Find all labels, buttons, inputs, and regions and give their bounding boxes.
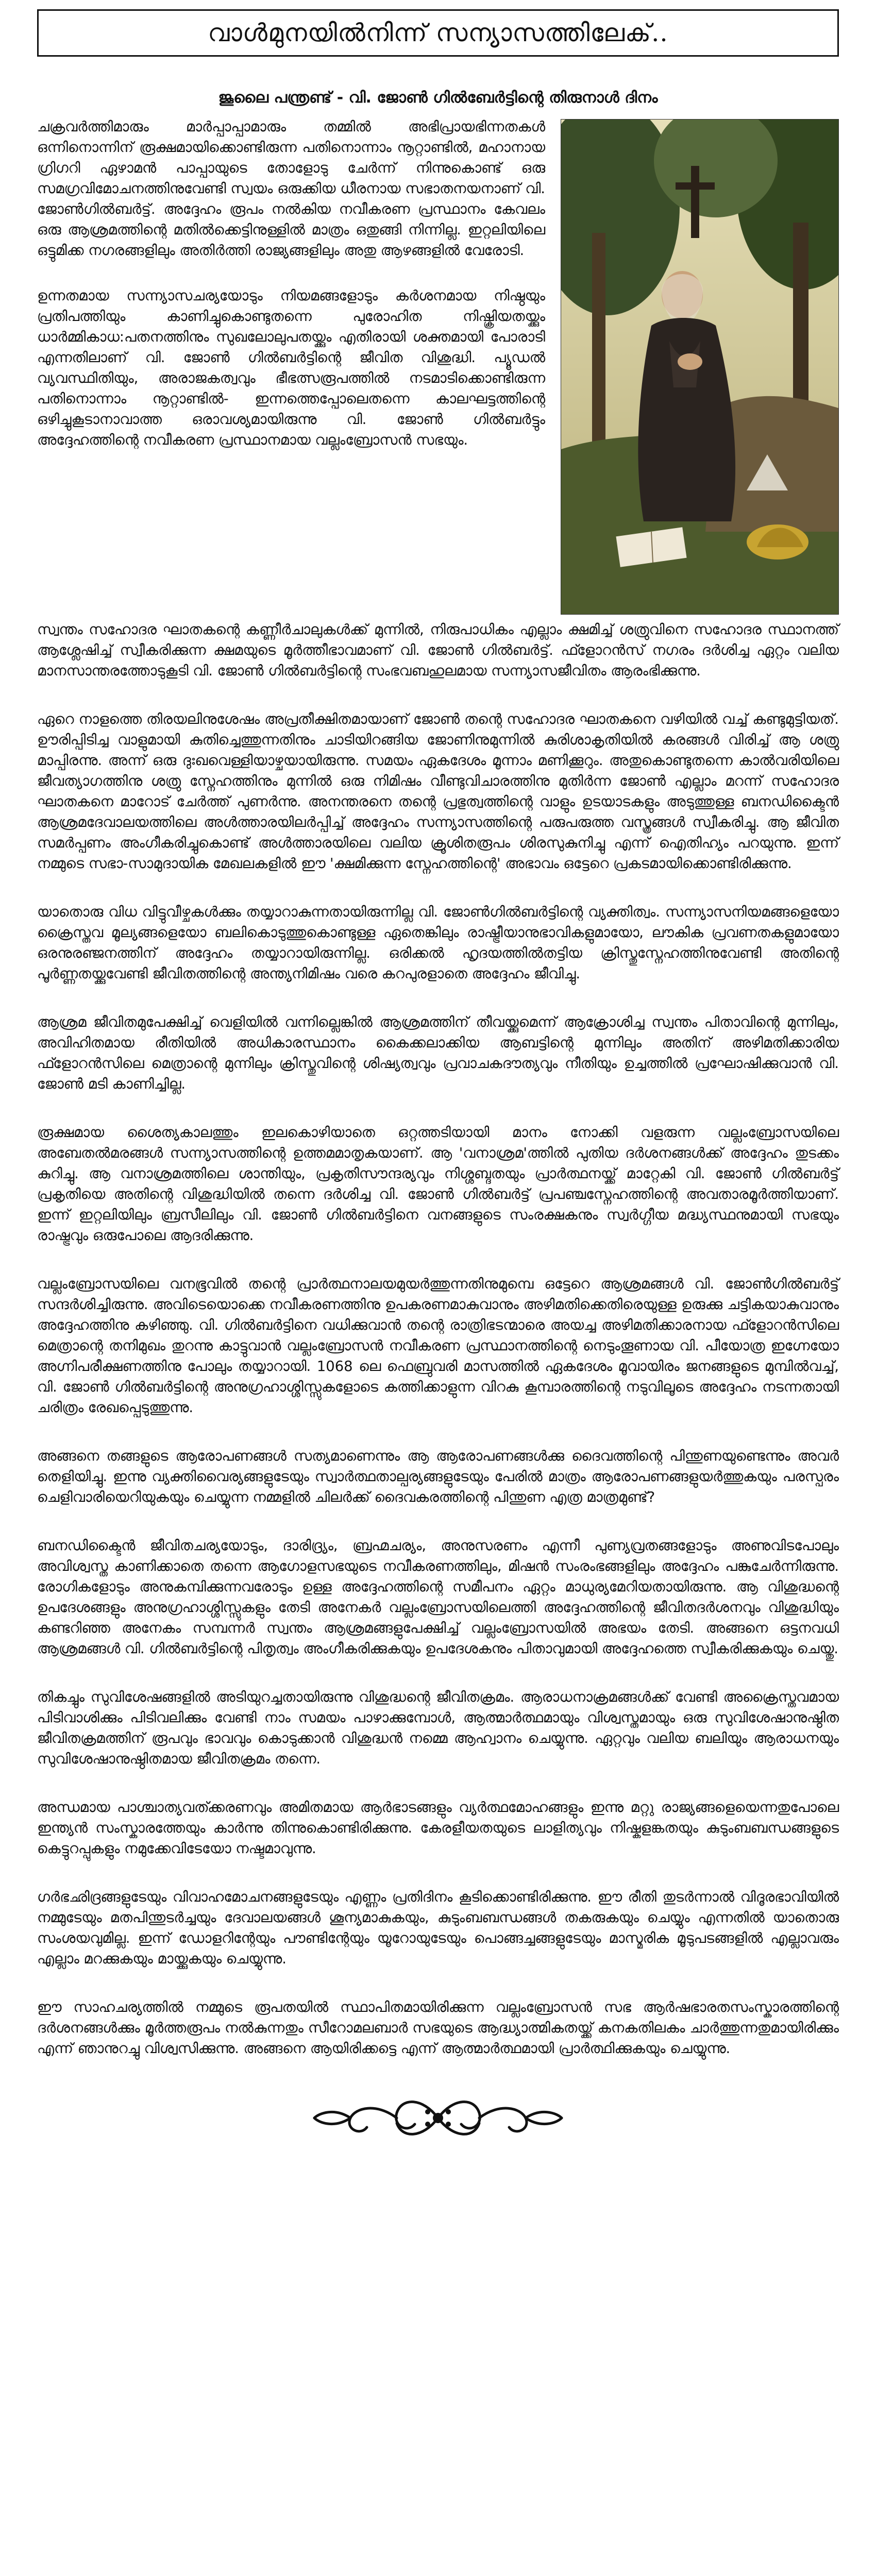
paragraph: അന്ധമായ പാശ്ചാത്യവത്ക്കരണവും അമിതമായ ആർഭാടങ്ങളും വ്യർത്ഥമോഹങ്ങളും ഇന്നു മറ്റു രാജ്യങ്ങളെയെന്നതുപോലെ ഇന്ത്യൻ സംസ്കാരത്തേയും കാർന്നു തിന്നുകൊണ്ടിരിക്കുന്നു. കേരളീയതയുടെ ലാളിത്യവും നിഷ്കളങ്കതയും കുടുംബബന്ധങ്ങളുടെ കെട്ടുറപ്പുകളും നമുക്കേവിടേയോ നഷ്ടമാവുന്നു. [37, 1800, 839, 1857]
paragraph: ബനഡിക്ടൈൻ ജീവിതചര്യയോടും, ദാരിദ്ര്യം, ബ്രഹ്മചര്യം, അനുസരണം എന്നീ പുണ്യവ്രതങ്ങളോടും അണുവിടപോലും അവിശ്വസ്ത കാണിക്കാതെ തന്നെ ആഗോളസഭയുടെ നവീകരണത്തിലും, മിഷൻ സംരംഭങ്ങളിലും അദ്ദേഹം പങ്കുചേർന്നിരുന്നു. രോഗികളോടും അനുകമ്പിക്കുന്നവരോടും ഉള്ള അദ്ദേഹത്തിന്റെ സമീപനം ഏറ്റം മാധുര്യമേറിയതായിരുന്നു. ആ വിശുദ്ധന്റെ ഉപദേശങ്ങളും അനുഗ്രഹാശ്ശിസ്സുകളും തേടി അനേകർ വല്ലംബ്രോസയിലെത്തി അദ്ദേഹത്തിന്റെ ജീവിതദർശനവും വിശുദ്ധിയും കണ്ടറിഞ്ഞ അനേകം സമ്പന്നർ സ്വന്തം ആശ്രമങ്ങളുപേക്ഷിച്ച് വല്ലംബ്രോസയിൽ അഭയം തേടി. അങ്ങനെ ഒട്ടനവധി ആശ്രമങ്ങൾ വി. ഗിൽബർട്ടിന്റെ പിതൃത്വം അംഗീകരിക്കുകയും ഉപദേശകനും പിതാവുമായി അദ്ദേഹത്തെ സ്വീകരിക്കുകയും ചെയ്തു. [37, 1538, 839, 1657]
article-subtitle: ജൂലൈ പന്ത്രണ്ട് - വി. ജോൺ ഗിൽബേർട്ടിന്റെ തിരുനാൾ ദിനം [218, 89, 658, 107]
portrait-illustration [561, 120, 838, 614]
paragraph: വല്ലംബ്രോസയിലെ വനഭൂവിൽ തന്റെ പ്രാർത്ഥനാലയമുയർത്തുന്നതിനുമുമ്പെ ഒട്ടേറെ ആശ്രമങ്ങൾ വി. ജോൺഗിൽബർട്ട് സന്ദർശിച്ചിരുന്നു. അവിടെയൊക്കെ നവീകരണത്തിനു ഉപകരണമാകുവാനും അഴിമതിക്കെതിരെയുള്ള ഉരുക്കു ചട്ടികയാകുവാനും അദ്ദേഹത്തിനു കഴിഞ്ഞു. വി. ഗിൽബർട്ടിനെ വധിക്കുവാൻ തന്റെ രാത്രിഭടന്മാരെ അയച്ച അഴിമതിക്കാരനായ ഫ്ളോറൻസിലെ മെത്രാന്റെ തനിമുഖം തുറന്നു കാട്ടുവാൻ വല്ലംബ്രോസൻ നവീകരണ പ്രസ്ഥാനത്തിന്റെ നെടുംതൂണായ വി. പീയോത്ര ഇഗ്നേയോ അഗ്നിപരീക്ഷണത്തിനു പോലും തയ്യാറായി. 1068 ലെ ഫെബ്രുവരി മാസത്തിൽ ഏകദേശം മൂവായിരം ജനങ്ങളുടെ മുമ്പിൽവച്ച്, വി. ജോൺ ഗിൽബർട്ടിന്റെ അനുഗ്രഹാശ്ശിസ്സുകളോടെ കത്തിക്കാളുന്ന വിറകു കൂമ്പാരത്തിന്റെ നടുവിലൂടെ അദ്ദേഹം നടന്നതായി ചരിത്രം രേഖപ്പെടുത്തുന്നു. [37, 1276, 839, 1416]
paragraph: സ്വന്തം സഹോദര ഘാതകന്റെ കണ്ണീർചാലുകൾക്ക് മുന്നിൽ, നിരുപാധികം എല്ലാം ക്ഷമിച്ച് ശത്രുവിനെ സഹോദര സ്ഥാനത്ത് ആശ്ലേഷിച്ച് സ്വീകരിക്കുന്ന ക്ഷമയുടെ മൂർത്തീഭാവമാണ് വി. ജോൺ ഗിൽബർട്ട്. ഫ്ളോറൻസ് നഗരം ദർശിച്ച ഏറ്റം വലിയ മാനസാന്തരത്തോടുകൂടി വി. ജോൺ ഗിൽബർട്ടിന്റെ സംഭവബഹുലമായ സന്ന്യാസജീവിതം ആരംഭിക്കുന്നു. [37, 622, 839, 679]
paragraph: ഏറെ നാളത്തെ തിരയലിനുശേഷം അപ്രതീക്ഷിതമായാണ് ജോൺ തന്റെ സഹോദര ഘാതകനെ വഴിയിൽ വച്ച് കണ്ടുമുട്ടിയത്. ഊരിപ്പിടിച്ച വാളുമായി കുതിച്ചെത്തുന്നതിനും ചാടിയിറങ്ങിയ ജോണിനുമുന്നിൽ കുരിശാകൃതിയിൽ കരങ്ങൾ വിരിച്ച് ആ ശത്രു മാപ്പിരന്നു. അന്ന് ഒരു ദുഃഖവെള്ളിയാഴ്ചയായിരുന്നു. സമയം ഏകദേശം മൂന്നാം മണിക്കൂറും. അതുകൊണ്ടുതന്നെ കാൽവരിയിലെ ജീവത്യാഗത്തിനു ശത്രു സ്നേഹത്തിനും മുന്നിൽ ഒരു നിമിഷം വീണ്ടുവിചാരത്തിനു മുതിർന്ന ജോൺ എല്ലാം മറന്ന് സഹോദര ഘാതകനെ മാറോട് ചേർത്ത് പുണർന്നു. അനന്തരനെ തന്റെ പ്രഭുത്വത്തിന്റെ വാളും ഉടയാടകളും അടുത്തുള്ള ബനഡിക്ടൈൻ ആശ്രമദേവാലയത്തിലെ അൾത്താരയിലർപ്പിച്ച് അദ്ദേഹം സന്ന്യാസത്തിന്റെ പരുപരുത്ത വസ്ത്രങ്ങൾ സ്വീകരിച്ചു. ആ ജീവിത സമർപ്പണം അംഗീകരിച്ചുകൊണ്ട് അൾത്താരയിലെ വലിയ ക്രൂശിതരൂപം ശിരസുകുനിച്ചു എന്ന് ഐതിഹ്യം പറയുന്നു. ഇന്ന് നമ്മുടെ സഭാ-സാമുദായിക മേഖലകളിൽ ഈ 'ക്ഷമിക്കുന്ന സ്നേഹത്തിന്റെ' അഭാവം ഒട്ടേറെ പ്രകടമായിക്കൊണ്ടിരിക്കുന്നു. [37, 711, 839, 872]
flourish-ornament-icon [304, 2087, 572, 2149]
paragraph: ചക്രവർത്തിമാരും മാർപ്പാപ്പാമാരും തമ്മിൽ അഭിപ്രായഭിന്നതകൾ ഒന്നിനൊന്നിന് രൂക്ഷമായിക്കൊണ്ടിരുന്ന പതിനൊന്നാം നൂറ്റാണ്ടിൽ, മഹാനായ ഗ്രിഗറി ഏഴാമൻ പാപ്പായുടെ തോളോടു ചേർന്ന് നിന്നുകൊണ്ട് ഒരു സമഗ്രവിമോചനത്തിനുവേണ്ടി സ്വയം ഒരുക്കിയ ധീരനായ സഭാതനയനാണ് വി. ജോൺഗിൽബർട്ട്. അദ്ദേഹം രൂപം നൽകിയ നവീകരണ പ്രസ്ഥാനം കേവലം ഒരു ആശ്രമത്തിന്റെ മതിൽക്കെട്ടിനുള്ളിൽ മാത്രം ഒതുങ്ങി നിന്നില്ല. ഇറ്റലിയിലെ ഒട്ടുമിക്ക നഗരങ്ങളിലും അതിർത്തി രാജ്യങ്ങളിലും അതു ആഴങ്ങളിൽ വേരോടി. [37, 119, 545, 259]
paragraph: യാതൊരു വിധ വിട്ടുവീഴ്ചകൾക്കും തയ്യാറാകുന്നതായിരുന്നില്ല വി. ജോൺഗിൽബർട്ടിന്റെ വ്യക്തിത്വം. സന്ന്യാസനിയമങ്ങളെയോ ക്രൈസ്തവ മൂല്യങ്ങളെയോ ബലികൊടുത്തുകൊണ്ടുള്ള ഏതെങ്കിലും രാഷ്ട്രീയാനുഭാവികളുമായോ, ലൗകിക പ്രവണതകളുമായോ ഒരനുരഞ്ജനത്തിന് അദ്ദേഹം തയ്യാറായിരുന്നില്ല. ഒരിക്കൽ ഹൃദയത്തിൽതട്ടിയ ക്രിസ്തുസ്നേഹത്തിനുവേണ്ടി അതിന്റെ പൂർണ്ണതയ്ക്കുവേണ്ടി ജീവിതത്തിന്റെ അന്ത്യനിമിഷം വരെ കറപുരളാതെ അദ്ദേഹം ജീവിച്ചു. [37, 904, 839, 982]
paragraph: രൂക്ഷമായ ശൈത്യകാലത്തും ഇലകൊഴിയാതെ ഒറ്റത്തടിയായി മാനം നോക്കി വളരുന്ന വല്ലംബ്രോസയിലെ അബേതൽമരങ്ങൾ സന്ന്യാസത്തിന്റെ ഉത്തമമാതൃകയാണ്. ആ 'വനാശ്രമ'ത്തിൽ പുതിയ ദർശനങ്ങൾക്ക് അദ്ദേഹം തുടക്കം കുറിച്ചു. ആ വനാശ്രമത്തിലെ ശാന്തിയും, പ്രകൃതിസൗന്ദര്യവും നിശ്ശബ്ദതയും പ്രാർത്ഥനയ്ക്ക് മാറ്റേകി വി. ജോൺ ഗിൽബർട്ട് പ്രകൃതിയെ അതിന്റെ വിശുദ്ധിയിൽ തന്നെ ദർശിച്ച വി. ജോൺ ഗിൽബർട്ട് പ്രപഞ്ചസ്നേഹത്തിന്റെ അവതാരമൂർത്തിയാണ്. ഇന്ന് ഇറ്റലിയിലും ബ്രസീലിലും വി. ജോൺ ഗിൽബർട്ടിനെ വനങ്ങളുടെ സംരക്ഷകനും സ്വർഗ്ഗീയ മദ്ധ്യസ്ഥനുമായി സഭയും രാഷ്ട്രവും ഒരുപോലെ ആദരിക്കുന്നു. [37, 1125, 839, 1244]
paragraph: ഉന്നതമായ സന്ന്യാസചര്യയോടും നിയമങ്ങളോടും കർശനമായ നിഷ്ഠയും പ്രതിപത്തിയും കാണിച്ചുകൊണ്ടുതന്നെ പുരോഹിത നിഷ്ക്രിയതയ്ക്കും ധാർമ്മികാധ:പതനത്തിനും സുഖലോലുപതയ്ക്കും എതിരായി ശക്തമായി പോരാടി എന്നതിലാണ് വി. ജോൺ ഗിൽബർട്ടിന്റെ ജീവിത വിശുദ്ധി. പ്യൂഡൽ വ്യവസ്ഥിതിയും, അരാജകത്വവും ഭീഭത്സരൂപത്തിൽ നടമാടിക്കൊണ്ടിരുന്ന പതിനൊന്നാം നൂറ്റാണ്ടിൽ- ഇന്നത്തെപ്പോലെതന്നെ കാലഘട്ടത്തിന്റെ ഒഴിച്ചുകൂടാനാവാത്ത ഒരാവശ്യമായിരുന്നു വി. ജോൺ ഗിൽബർട്ടും അദ്ദേഹത്തിന്റെ നവീകരണ പ്രസ്ഥാനമായ വല്ലംബ്രോസൻ സഭയും. [37, 288, 545, 448]
page-title: വാൾമുനയിൽനിന്ന് സന്യാസത്തിലേക്.. [208, 18, 668, 47]
paragraph: ഗർഭഛിദ്രങ്ങളുടേയും വിവാഹമോചനങ്ങളുടേയും എണ്ണം പ്രതിദിനം കൂടിക്കൊണ്ടിരിക്കുന്നു. ഈ രീതി തുടർന്നാൽ വിദൂരഭാവിയിൽ നമ്മുടേയും മതപിന്തുടർച്ചയും ദേവാലയങ്ങൾ ശൂന്യമാകുകയും, കുടുംബബന്ധങ്ങൾ തകരുകയും ചെയ്യും എന്നതിൽ യാതൊരു സംശയവുമില്ല. ഇന്ന് ഡോളറിന്റേയും പൗണ്ടിന്റേയും യൂറോയുടേയും പൊങ്ങച്ചങ്ങളുടേയും മാസ്മരിക മൂടുപടങ്ങളിൽ എല്ലാവരും എല്ലാം മറക്കുകയും മായ്ക്കുകയും ചെയ്യുന്നു. [37, 1889, 839, 1967]
paragraph: ഈ സാഹചര്യത്തിൽ നമ്മുടെ രൂപതയിൽ സ്ഥാപിതമായിരിക്കുന്ന വല്ലംബ്രോസൻ സഭ ആർഷഭാരതസംസ്കാരത്തിന്റെ ദർശനങ്ങൾക്കും മൂർത്തരൂപം നൽകുന്നതും സീറോമലബാർ സഭയുടെ ആദ്ധ്യാത്മികതയ്ക്ക് കനകതിലകം ചാർത്തുന്നതുമായിരിക്കും എന്ന് ഞാനുറച്ചു വിശ്വസിക്കുന്നു. അങ്ങനെ ആയിരിക്കട്ടെ എന്ന് ആത്മാർത്ഥമായി പ്രാർത്ഥിക്കുകയും ചെയ്യുന്നു. [37, 1999, 839, 2057]
paragraph: അങ്ങനെ തങ്ങളുടെ ആരോപണങ്ങൾ സത്യമാണെന്നും ആ ആരോപണങ്ങൾക്കു ദൈവത്തിന്റെ പിന്തുണയുണ്ടെന്നും അവർ തെളിയിച്ചു. ഇന്നു വ്യക്തിവൈര്യങ്ങളുടേയും സ്വാർത്ഥതാല്പര്യങ്ങളുടേയും പേരിൽ മാത്രം ആരോപണങ്ങളുയർത്തുകയും പരസ്പരം ചെളിവാരിയെറിയുകയും ചെയ്യുന്ന നമ്മളിൽ ചിലർക്ക് ദൈവകരത്തിന്റെ പിന്തുണ എത്ര മാത്രമുണ്ട്? [37, 1448, 839, 1505]
lead-section [37, 117, 839, 612]
title-banner [37, 9, 839, 57]
saint-portrait-image [561, 119, 839, 615]
paragraph: ആശ്രമ ജീവിതമുപേക്ഷിച്ച് വെളിയിൽ വന്നില്ലെങ്കിൽ ആശ്രമത്തിന് തീവയ്ക്കുമെന്ന് ആക്രോശിച്ച സ്വന്തം പിതാവിന്റെ മുന്നിലും, അവിഹിതമായ രീതിയിൽ അധികാരസ്ഥാനം കൈക്കലാക്കിയ ആബട്ടിന്റെ മുന്നിലും അതിന് അഴിമതിക്കാരിയ ഫ്ളോറൻസിലെ മെത്രാന്റെ മുന്നിലും ക്രിസ്തുവിന്റെ ശിഷ്യത്വവും പ്രവാചകദൗത്യവും നീതിയും ഉച്ചത്തിൽ പ്രഘോഷിക്കുവാൻ വി. ജോൺ മടി കാണിച്ചില്ല. [37, 1014, 839, 1092]
paragraph: തികച്ചും സുവിശേഷങ്ങളിൽ അടിയുറച്ചതായിരുന്നു വിശുദ്ധന്റെ ജീവിതക്രമം. ആരാധനാക്രമങ്ങൾക്ക് വേണ്ടി അക്രൈസ്തവമായ പിടിവാശിക്കും പിടിവലിക്കും വേണ്ടി നാം സമയം പാഴാക്കുമ്പോൾ, ആത്മാർത്ഥമായും വിശ്വസ്തമായും ഒരു സുവിശേഷാനുഷ്ഠിത ജീവിതക്രമത്തിന് രൂപവും ഭാവവും കൊടുക്കാൻ വിശുദ്ധൻ നമ്മെ ആഹ്വാനം ചെയ്യുന്നു. ഏറ്റവും വലിയ ബലിയും ആരാധനയും സുവിശേഷാനുഷ്ഠിതമായ ജീവിതക്രമം തന്നെ. [37, 1689, 839, 1767]
